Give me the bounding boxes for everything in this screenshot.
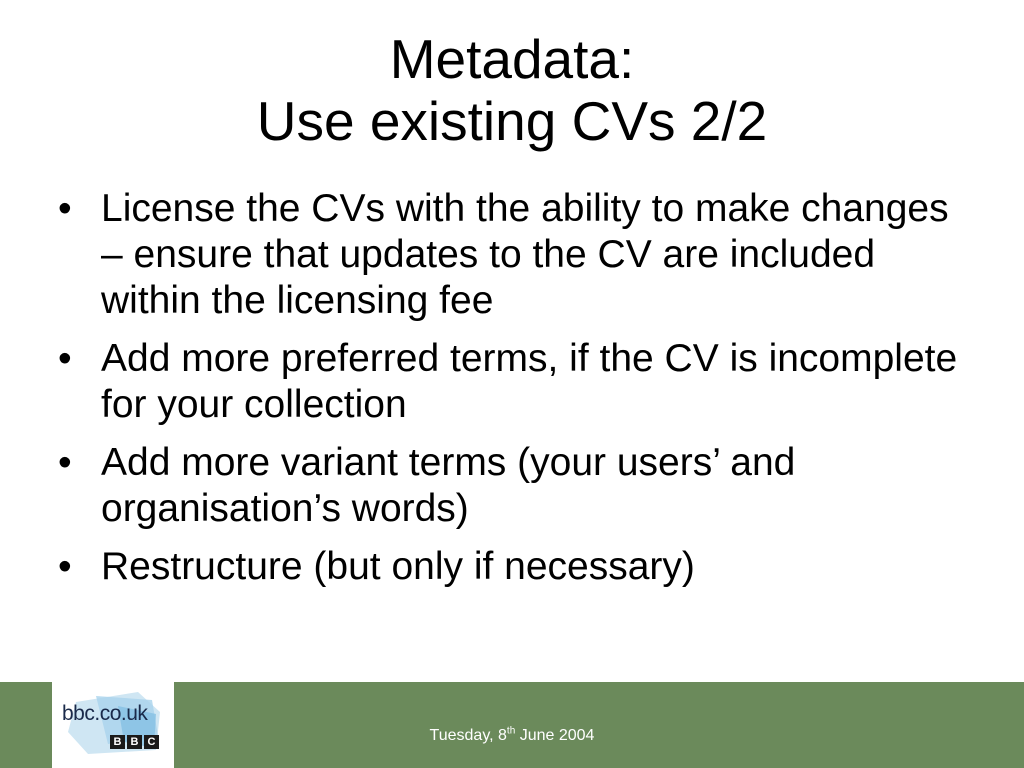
bullet-text: Add more preferred terms, if the CV is incomplete for your collection [101,337,958,426]
bullet-item [58,186,958,324]
footer-bar [0,682,1024,768]
bullet-text: Add more variant terms (your users’ and organisation’s words) [101,441,796,530]
bullet-text: Restructure (but only if necessary) [101,545,695,588]
bullet-icon: • [58,545,72,588]
bullet-icon: • [58,187,72,230]
slide-title [0,28,1024,152]
bbc-logo [52,682,174,768]
bullet-text: License the CVs with the ability to make changes – ensure that updates to the CV are included within the licensing fee [101,187,949,322]
footer-date [400,726,624,746]
bbc-blocks [110,735,159,749]
bbc-block: B [127,735,142,749]
date-prefix: Tuesday, 8 [429,727,507,744]
bbc-block: B [110,735,125,749]
bullet-item [58,440,958,532]
bbc-block: C [144,735,159,749]
bullet-icon: • [58,441,72,484]
logo-text: bbc.co.uk [62,702,148,725]
bullet-icon: • [58,337,72,380]
bullet-item [58,544,958,590]
title-line-1: Metadata: [389,28,635,90]
date-suffix: th [506,725,516,737]
title-line-2: Use existing CVs 2/2 [256,90,768,152]
bullet-list [58,186,958,602]
bullet-item [58,336,958,428]
date-rest: June 2004 [515,727,595,744]
